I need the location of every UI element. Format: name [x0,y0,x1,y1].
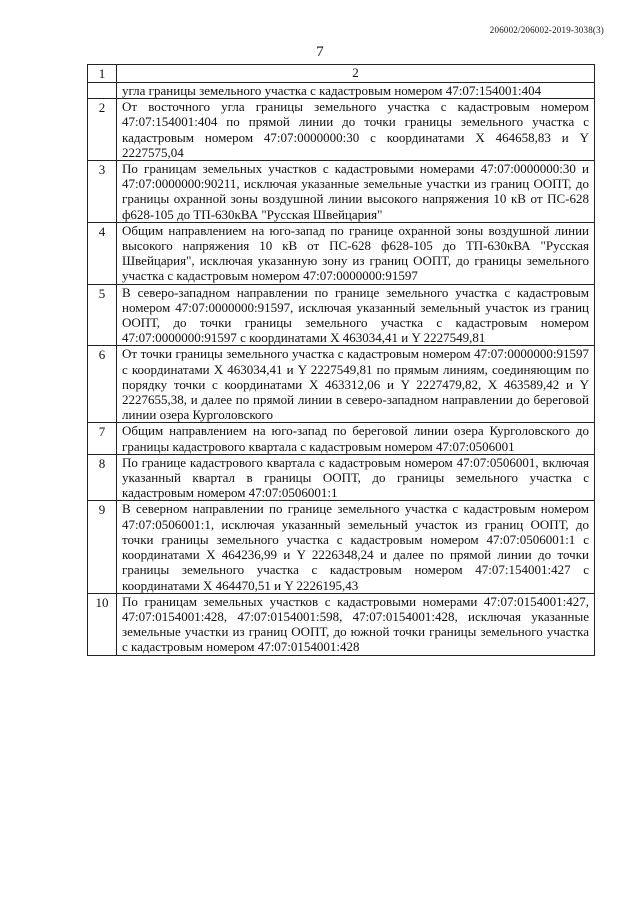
row-number: 7 [88,423,117,454]
row-number: 5 [88,284,117,346]
table-row [88,222,595,284]
row-description: В северо-западном направлении по границе земельного участка с кадастровым номером 47:07:0000000:91597, исключая указанный земельный участок из границ ООПТ, до точки границы земельного участка с кадастровым номером 47:07:0000000:91597 с координатами X 463034,41 и Y 2227549,81 [117,284,595,346]
column-header-number: 1 [88,65,117,83]
row-number [88,83,117,99]
row-description: Общим направлением на юго-запад по береговой линии озера Курголовского до границы кадастрового квартала с кадастровым номером 47:07:0506001 [117,423,595,454]
row-number: 3 [88,161,117,223]
table-header-row [88,65,595,83]
row-description: По границе кадастрового квартала с кадастровым номером 47:07:0506001, включая указанный квартал в границы ООПТ, до границы земельного участка с кадастровым номером 47:07:0506001:1 [117,454,595,501]
table-row [88,423,595,454]
table-row [88,454,595,501]
row-number: 8 [88,454,117,501]
row-description: По границам земельных участков с кадастровыми номерами 47:07:0000000:30 и 47:07:0000000:90211, исключая указанные земельные участки из границ ООПТ, до границы охранной зоны воздушной линии высокого напряжения 10 кВ от ПС-628 ф628-105 до ТП-630кВА "Русская Швейцария" [117,161,595,223]
table-row [88,284,595,346]
table-row [88,501,595,593]
page-number: 7 [316,44,324,60]
row-description: В северном направлении по границе земельного участка с кадастровым номером 47:07:0506001:1, исключая указанный земельный участок из границ ООПТ, до точки границы земельного участка с кадастровым номером 47:07:0506001:1 с координатами X 464236,99 и Y 2226348,24 и далее по прямой линии до точки границы земельного участка с кадастровым номером 47:07:154001:427 с координатами X 464470,51 и Y 2226195,43 [117,501,595,593]
row-description: От точки границы земельного участка с кадастровым номером 47:07:0000000:91597 с координатами X 463034,41 и Y 2227549,81 по прямым линиям, соединяющим по порядку точки с координатами X 463312,06 и Y 2227479,82, X 463589,42 и Y 2227655,38, и далее по прямой линии в северо-западном направлении до береговой линии озера Курголовского [117,346,595,423]
table-row [88,161,595,223]
table-row [88,83,595,99]
table-row [88,346,595,423]
table-row [88,593,595,655]
document-id: 206002/206002-2019-3038(3) [489,25,604,35]
row-description: Общим направлением на юго-запад по границе охранной зоны воздушной линии высокого напряжения 10 кВ от ПС-628 ф628-105 до ТП-630кВА "Русская Швейцария", исключая указанную зону из границ ООПТ, до границы земельного участка с кадастровым номером 47:07:0000000:91597 [117,222,595,284]
row-number: 2 [88,99,117,161]
boundary-description-table [87,64,595,656]
row-number: 9 [88,501,117,593]
row-description: По границам земельных участков с кадастровыми номерами 47:07:0154001:427, 47:07:0154001:428, 47:07:0154001:598, 47:07:0154001:428, исключая указанные земельные участки из границ ООПТ, до южной точки границы земельного участка с кадастровым номером 47:07:0154001:428 [117,593,595,655]
row-description: угла границы земельного участка с кадастровым номером 47:07:154001:404 [117,83,595,99]
row-number: 10 [88,593,117,655]
row-number: 4 [88,222,117,284]
table-row [88,99,595,161]
column-header-description: 2 [117,65,595,83]
row-description: От восточного угла границы земельного участка с кадастровым номером 47:07:154001:404 по прямой линии до точки границы земельного участка с кадастровым номером 47:07:0000000:30 с координатами X 464658,83 и Y 2227575,04 [117,99,595,161]
row-number: 6 [88,346,117,423]
